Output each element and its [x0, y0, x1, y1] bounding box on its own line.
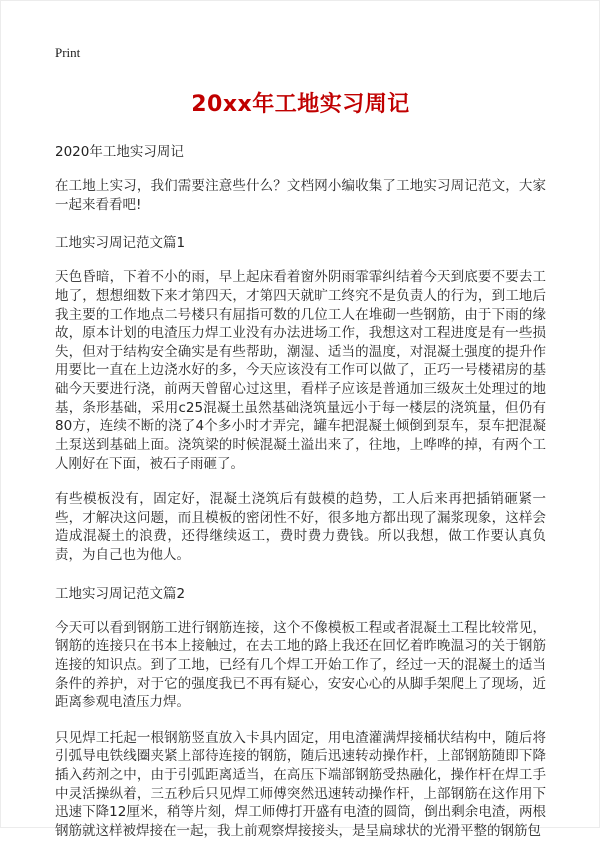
- section-2-heading: 工地实习周记范文篇2: [55, 585, 186, 602]
- section-2-paragraph-1: 今天可以看到钢筋工进行钢筋连接，这个不像模板工程或者混凝土工程比较常见，钢筋的连接只在书本上接触过，在去工地的路上我还在回忆着昨晚温习的关于钢筋连接的知识点。到了工地，已经有几个焊工开始工作了，经过一天的混凝土的适当条件的养护，对于它的强度我已不再有疑心，安安心心的从脚手架爬上了现场，近距离参观电渣压力焊。: [55, 619, 546, 711]
- document-subtitle: 2020年工地实习周记: [55, 144, 184, 160]
- print-link[interactable]: Print: [55, 45, 81, 60]
- page-title: 20xx年工地实习周记: [191, 92, 410, 117]
- section-1-heading: 工地实习周记范文篇1: [55, 235, 186, 252]
- section-1-paragraph-1: 天色昏暗，下着不小的雨，早上起床看着窗外阴雨霏霏纠结着今天到底要不要去工地了，想想细数下来才第四天，才第四天就旷工终究不是负责人的行为，到工地后我主要的工作地点二号楼只有屈指可数的几位工人在堆砌一些钢筋，由于下雨的缘故，原本计划的电渣压力焊工业没有办法进场工作，我想这对工程进度是有一些损失，但对于结构安全确实是有些帮助，潮湿、适当的温度，对混凝土强度的提升作用要比一直在上边浇水好的多，今天应该没有工作可以做了，正巧一号楼裙房的基础今天要进行浇，前两天曾留心过这里，看样子应该是普通加三级灰土处理过的地基，条形基础，采用c25混凝土虽然基础浇筑量远小于每一楼层的浇筑量，但仍有80方，连续不断的浇了4个多小时才弄完，罐车把混凝土倾倒到泵车，泵车把混凝土泵送到基础上面。浇筑梁的时候混凝土溢出来了，往地，上哗哗的掉，有两个工人刚好在下面，被石子雨砸了。: [55, 269, 546, 472]
- section-2-paragraph-2: 只见焊工托起一根钢筋竖直放入卡具内固定，用电渣灌满焊接桶状结构中，随后将引弧导电铁线圈夹紧上部待连接的钢筋，随后迅速转动操作杆，上部钢筋随即下降插入药剂之中，由于引弧距离适当，在高压下端部钢筋受热融化，操作杆在焊工手中灵活操纵着，三五秒后只见焊工师傅突然迅速转动操作杆，上部钢筋在这作用下迅速下降12厘米，稍等片刻，焊工师傅打开盛有电渣的圆筒，倒出剩余电渣，两根钢筋就这样被焊接在一起，我上前观察焊接接头，是呈扁球状的光滑平整的钢筋包: [55, 729, 546, 839]
- section-1-paragraph-2: 有些模板没有，固定好，混凝土浇筑后有鼓模的趋势，工人后来再把插销砸紧一些，才解决这问题，而且模板的密闭性不好，很多地方都出现了漏浆现象，这样会造成混凝土的浪费，还得继续返工，费时费力费钱。所以我想，做工作要认真负责，为自己也为他人。: [55, 491, 546, 563]
- intro-paragraph: 在工地上实习，我们需要注意些什么？文档网小编收集了工地实习周记范文，大家一起来看看吧!: [55, 178, 546, 213]
